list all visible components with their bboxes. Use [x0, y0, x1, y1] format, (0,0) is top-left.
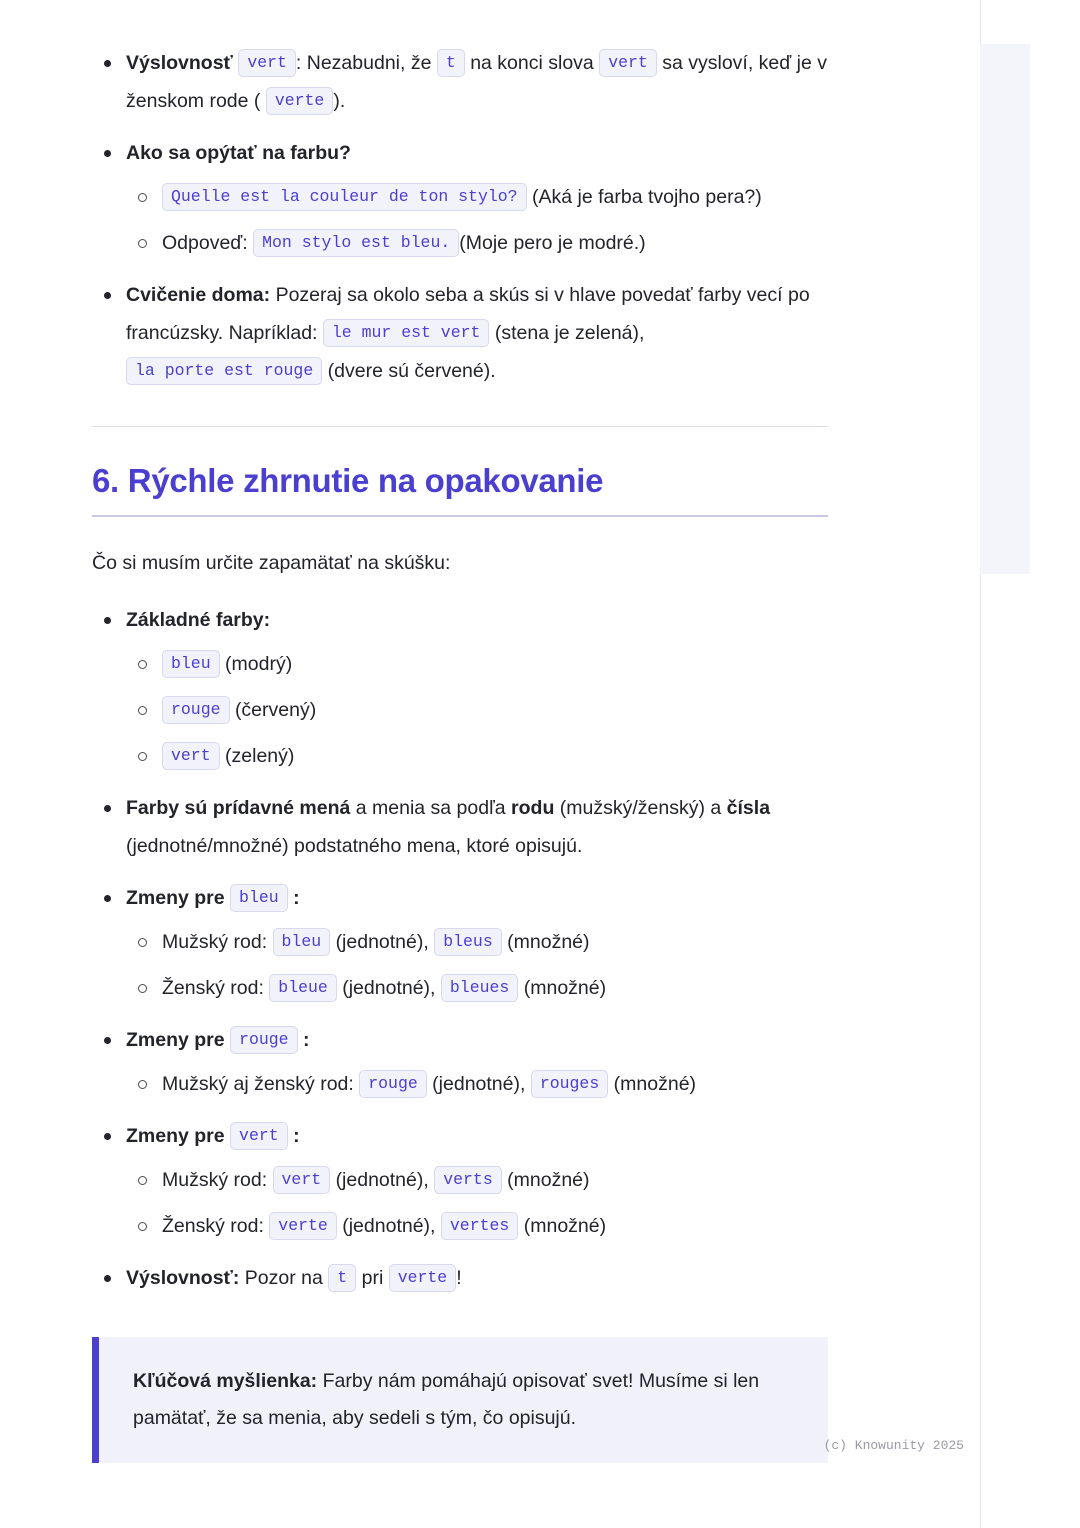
list-item-color [126, 737, 828, 775]
row-text: (množné) [507, 1169, 590, 1191]
bullet-text: (mužský/ženský) a [559, 797, 722, 819]
row-prefix: Mužský rod: [162, 1169, 268, 1191]
list-item-how-to-ask [92, 134, 828, 262]
list-item-changes-rouge [92, 1021, 828, 1103]
code-chip: bleu [162, 650, 220, 678]
list-item-color [126, 691, 828, 729]
code-chip: vert [230, 1122, 288, 1150]
row-text: (jednotné), [335, 931, 429, 953]
bullet-text: : Nezabudni, že [295, 52, 432, 74]
summary-list [92, 601, 828, 1297]
bullet-text: pri [361, 1267, 384, 1289]
translation-text: (modrý) [225, 653, 293, 675]
code-chip: le mur est vert [323, 319, 490, 347]
side-column-highlight [980, 44, 1030, 574]
list-item-homework [92, 276, 828, 390]
code-chip: bleu [230, 884, 288, 912]
translation-text: (Moje pero je modré.) [459, 232, 646, 254]
list-item-gender-row [126, 969, 828, 1007]
code-chip: rouges [531, 1070, 608, 1098]
bullet-text: Pozor na [244, 1267, 323, 1289]
bullet-label: Základné farby: [126, 609, 271, 631]
code-chip: t [328, 1264, 356, 1292]
bullet-label: Výslovnosť: [126, 1267, 240, 1289]
bullet-colon: : [293, 887, 300, 909]
sub-list-changes-vert [126, 1161, 828, 1245]
list-item-adjectives [92, 789, 828, 865]
bullet-emphasis: čísla [726, 797, 771, 819]
list-item-answer [126, 224, 828, 262]
bullet-text: Pozeraj sa okolo seba a skús si v hlave povedať farby vecí po francúzsky. Napríklad: [126, 284, 810, 344]
code-chip: Mon stylo est bleu. [253, 229, 459, 257]
bullet-colon: : [302, 1029, 310, 1051]
code-chip: rouge [162, 696, 230, 724]
sub-list-changes-rouge [126, 1065, 828, 1103]
sub-list-basic-colors [126, 645, 828, 775]
section-heading-underline [92, 515, 828, 517]
section-intro: Čo si musím určite zapamätať na skúšku: [92, 552, 451, 574]
code-chip: rouge [230, 1026, 298, 1054]
translation-text: (Aká je farba tvojho pera?) [531, 186, 762, 208]
list-item-changes-bleu [92, 879, 828, 1007]
bullet-emphasis: rodu [511, 797, 555, 819]
row-text: (množné) [507, 931, 590, 953]
bullet-text: a menia sa podľa [355, 797, 506, 819]
code-chip: vert [273, 1166, 331, 1194]
bullet-label: Cvičenie doma: [126, 284, 271, 306]
row-prefix: Mužský aj ženský rod: [162, 1073, 354, 1095]
list-item-color [126, 645, 828, 683]
list-item-pronunciation [92, 44, 828, 120]
document-content [92, 44, 828, 1463]
row-prefix: Ženský rod: [162, 1215, 264, 1237]
list-item-gender-row [126, 1065, 828, 1103]
code-chip: vertes [441, 1212, 518, 1240]
bullet-text: (dvere sú červené). [327, 360, 496, 382]
code-chip: la porte est rouge [126, 357, 322, 385]
code-chip: vert [162, 742, 220, 770]
row-text: (jednotné), [335, 1169, 429, 1191]
bullet-label: Farby sú prídavné mená [126, 797, 351, 819]
copyright-footer: (c) Knowunity 2025 [823, 1438, 964, 1453]
list-item-pronunciation-summary [92, 1259, 828, 1297]
code-chip: Quelle est la couleur de ton stylo? [162, 183, 527, 211]
page-side-column [980, 0, 1080, 1528]
row-text: (množné) [613, 1073, 697, 1095]
bullet-text: (stena je zelená), [494, 322, 645, 344]
row-text: (množné) [523, 977, 607, 999]
section-divider [92, 426, 828, 427]
code-chip: bleus [434, 928, 502, 956]
sub-list-changes-bleu [126, 923, 828, 1007]
callout-label: Kľúčová myšlienka: [133, 1370, 318, 1392]
bullet-text: ). [333, 90, 346, 112]
code-chip: verts [434, 1166, 502, 1194]
key-idea-callout [92, 1337, 828, 1463]
list-item-changes-vert [92, 1117, 828, 1245]
code-chip: vert [599, 49, 657, 77]
list-item-question [126, 178, 828, 216]
translation-text: (červený) [234, 699, 317, 721]
list-item-gender-row [126, 1161, 828, 1199]
callout-text: Farby nám pomáhajú opisovať svet! Musíme si len pamätať, že sa menia, aby sedeli s tým, čo opisujú. [133, 1370, 760, 1429]
bullet-text: ! [456, 1267, 462, 1289]
row-prefix: Ženský rod: [162, 977, 264, 999]
code-chip: verte [266, 87, 334, 115]
answer-prefix: Odpoveď: [162, 232, 248, 254]
section-heading: 6. Rýchle zhrnutie na opakovanie [92, 462, 604, 499]
list-item-gender-row [126, 923, 828, 961]
translation-text: (zelený) [225, 745, 295, 767]
code-chip: t [437, 49, 465, 77]
bullet-label: Zmeny pre [126, 1125, 225, 1147]
code-chip: rouge [359, 1070, 427, 1098]
code-chip: verte [269, 1212, 337, 1240]
list-item-basic-colors [92, 601, 828, 775]
bullet-label: Výslovnosť [126, 52, 233, 74]
bullet-text: sa vysloví, keď je v ženskom rode ( [126, 52, 828, 112]
bullet-label: Ako sa opýtať na farbu? [126, 142, 351, 164]
bullet-text: (jednotné/množné) podstatného mena, ktoré opisujú. [126, 835, 583, 857]
bullet-label: Zmeny pre [126, 887, 225, 909]
row-text: (jednotné), [432, 1073, 526, 1095]
row-prefix: Mužský rod: [162, 931, 268, 953]
bullet-text: na konci slova [470, 52, 594, 74]
row-text: (množné) [523, 1215, 607, 1237]
row-text: (jednotné), [342, 977, 436, 999]
top-bullet-list [92, 44, 828, 390]
bullet-label: Zmeny pre [126, 1029, 225, 1051]
code-chip: bleue [269, 974, 337, 1002]
code-chip: bleues [441, 974, 518, 1002]
sub-list-how-to-ask [126, 178, 828, 262]
bullet-colon: : [293, 1125, 300, 1147]
code-chip: bleu [273, 928, 331, 956]
row-text: (jednotné), [342, 1215, 436, 1237]
code-chip: verte [389, 1264, 457, 1292]
code-chip: vert [238, 49, 296, 77]
list-item-gender-row [126, 1207, 828, 1245]
